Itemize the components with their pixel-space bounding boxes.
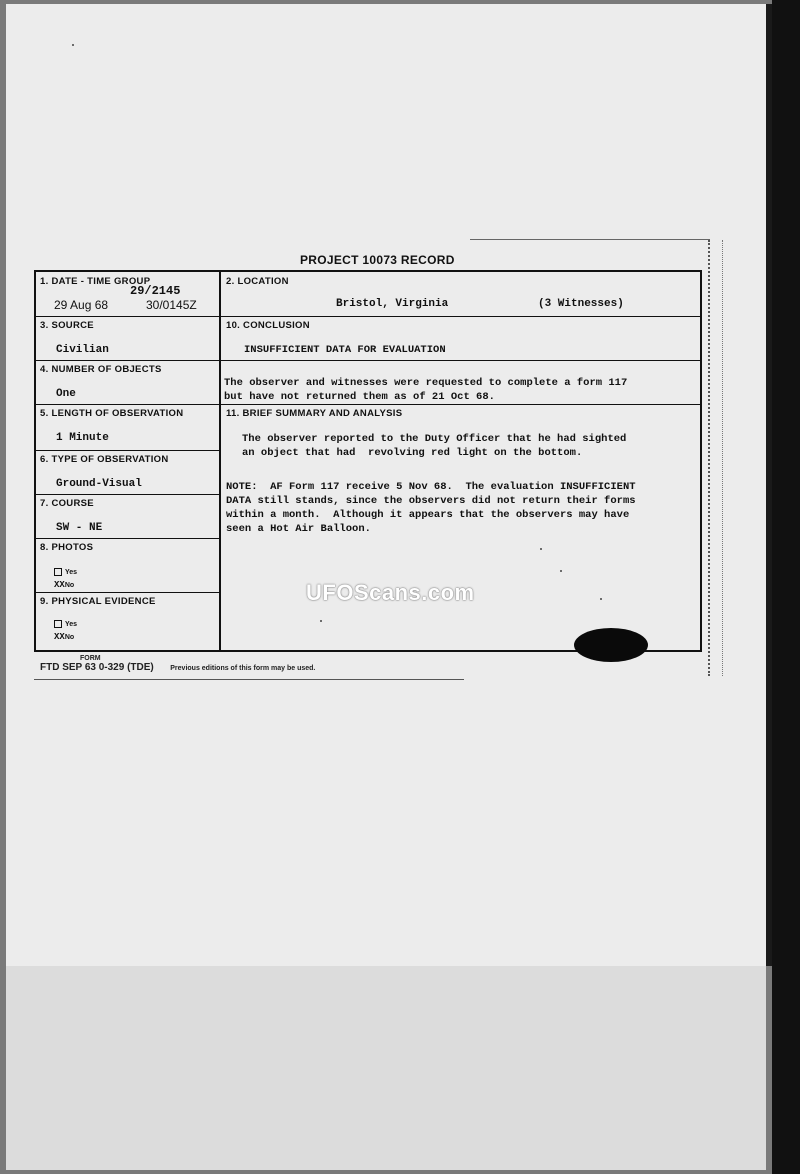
course-label: 7. COURSE — [40, 498, 94, 509]
form-footer — [40, 655, 315, 673]
row-line — [36, 450, 220, 451]
location-value: Bristol, Virginia — [336, 298, 449, 310]
summary-line-1: The observer reported to the Duty Officer that he had sighted — [242, 433, 627, 445]
row-line — [36, 592, 220, 593]
physical-evidence-label: 9. PHYSICAL EVIDENCE — [40, 596, 156, 607]
form-title: PROJECT 10073 RECORD — [300, 253, 455, 267]
photos-yes-label: Yes — [65, 568, 78, 576]
local-date-value: 29 Aug 68 — [54, 298, 109, 312]
conclusion-label: 10. CONCLUSION — [226, 320, 310, 331]
scan-speck — [560, 570, 562, 572]
source-label: 3. SOURCE — [40, 320, 94, 331]
physical-evidence-yes-label: Yes — [65, 620, 78, 628]
length-of-observation-label: 5. LENGTH OF OBSERVATION — [40, 408, 184, 419]
physical-evidence-yes-option — [54, 620, 77, 628]
form-notice: Previous editions of this form may be used. — [170, 665, 316, 672]
row-line — [36, 316, 220, 317]
form-id: FTD SEP 63 0-329 (TDE) — [40, 662, 154, 673]
row-line — [36, 404, 700, 405]
row-line — [36, 360, 700, 361]
local-time-value: 29/2145 — [130, 284, 181, 298]
row-line — [220, 316, 700, 317]
number-of-objects-value: One — [56, 388, 76, 400]
photos-no-label: No — [64, 582, 75, 589]
perforation-edge — [708, 240, 723, 676]
physical-evidence-no-label: No — [64, 634, 75, 641]
scan-border — [772, 0, 800, 1174]
scan-speck — [540, 548, 542, 550]
physical-evidence-yes-checkbox — [54, 620, 62, 628]
next-page-edge — [6, 966, 766, 1170]
conclusion-note-line-1: The observer and witnesses were requested to complete a form 117 — [224, 377, 628, 389]
length-of-observation-value: 1 Minute — [56, 432, 109, 444]
row-line — [36, 538, 220, 539]
photos-no-option — [54, 580, 74, 590]
photos-label: 8. PHOTOS — [40, 542, 94, 553]
conclusion-value: INSUFFICIENT DATA FOR EVALUATION — [244, 344, 446, 356]
conclusion-note-line-2: but have not returned them as of 21 Oct 68. — [224, 391, 495, 403]
watermark: UFOScans.com — [306, 580, 475, 605]
summary-note-line-3: within a month. Although it appears that the observers may have — [226, 509, 630, 521]
location-label: 2. LOCATION — [226, 276, 289, 287]
scan-speck — [600, 598, 602, 600]
photos-no-mark: XX — [54, 580, 65, 590]
column-divider — [219, 272, 221, 650]
type-of-observation-label: 6. TYPE OF OBSERVATION — [40, 454, 169, 465]
top-rule — [470, 239, 710, 240]
witnesses-value: (3 Witnesses) — [538, 298, 624, 310]
ink-blot — [574, 628, 648, 662]
type-of-observation-value: Ground-Visual — [56, 478, 142, 490]
photos-yes-option — [54, 568, 77, 576]
number-of-objects-label: 4. NUMBER OF OBJECTS — [40, 364, 162, 375]
summary-label: 11. BRIEF SUMMARY AND ANALYSIS — [226, 408, 403, 419]
scan-speck — [72, 44, 74, 46]
summary-note-line-4: seen a Hot Air Balloon. — [226, 523, 371, 535]
physical-evidence-no-mark: XX — [54, 632, 65, 642]
scan-speck — [320, 620, 322, 622]
course-value: SW - NE — [56, 522, 103, 534]
photos-yes-checkbox — [54, 568, 62, 576]
gmt-value: 30/0145Z — [146, 298, 197, 312]
footer-rule — [34, 679, 464, 680]
summary-line-2: an object that had revolving red light on the bottom. — [242, 447, 583, 459]
date-time-group-label: 1. DATE - TIME GROUP — [40, 276, 151, 287]
physical-evidence-no-option — [54, 632, 74, 642]
form-word: FORM — [80, 655, 101, 662]
summary-note-line-1: NOTE: AF Form 117 receive 5 Nov 68. The evaluation INSUFFICIENT — [226, 481, 636, 493]
source-value: Civilian — [56, 344, 109, 356]
summary-note-line-2: DATA still stands, since the observers did not return their forms — [226, 495, 636, 507]
row-line — [36, 494, 220, 495]
